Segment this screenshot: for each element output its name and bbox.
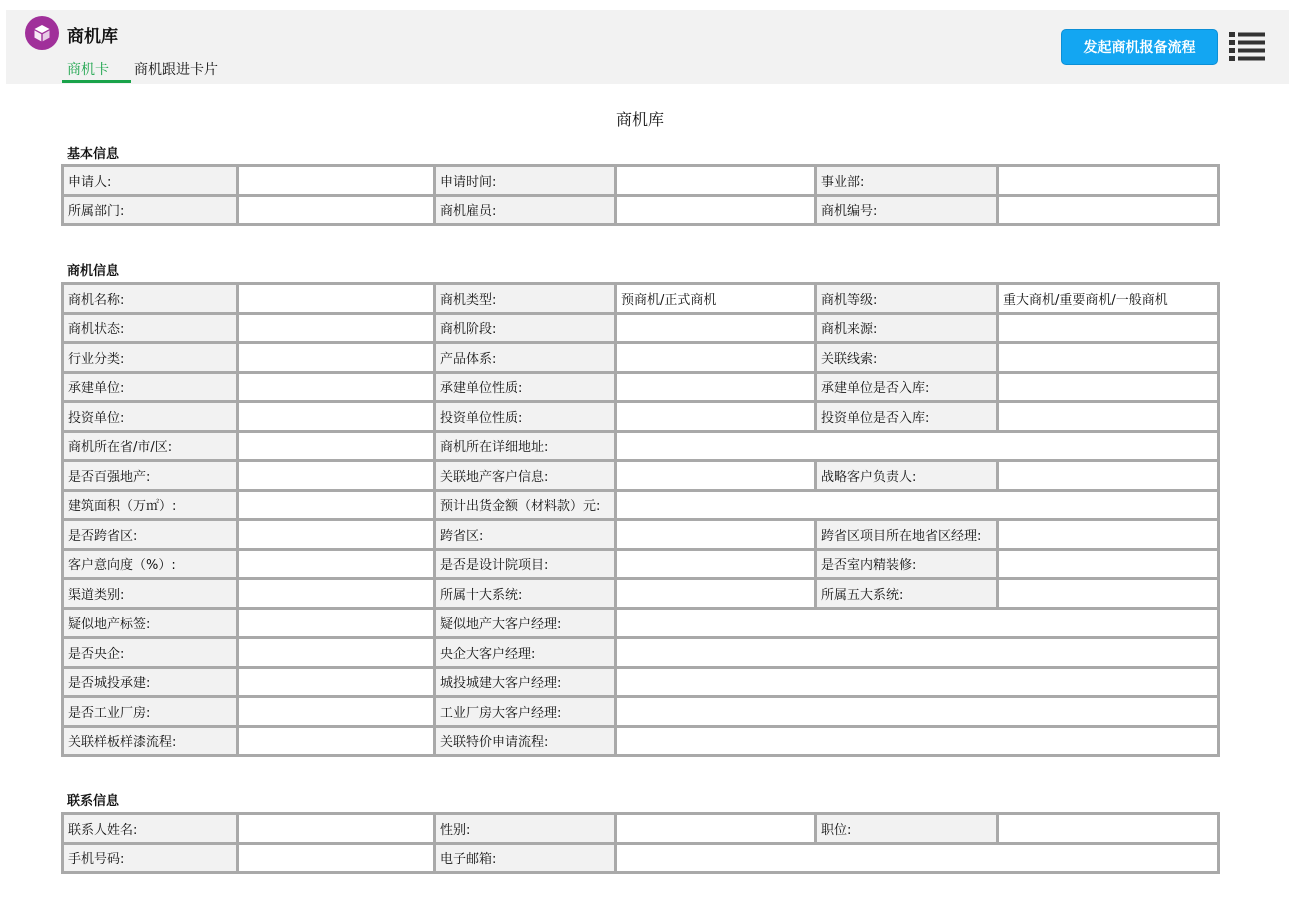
field-value[interactable] <box>238 431 435 461</box>
contact-info-table <box>61 812 1220 874</box>
form-row <box>63 195 1219 225</box>
basic-info-table <box>61 164 1220 226</box>
field-value[interactable] <box>998 166 1219 196</box>
field-value[interactable] <box>238 166 435 196</box>
cube-icon <box>32 23 52 43</box>
field-label: 商机雇员: <box>435 195 616 225</box>
field-label: 申请时间: <box>435 166 616 196</box>
field-value[interactable] <box>998 520 1219 550</box>
field-value[interactable] <box>998 195 1219 225</box>
form-row <box>63 372 1219 402</box>
form-row <box>63 726 1219 756</box>
field-label: 职位: <box>816 814 998 844</box>
field-label: 关联特价申请流程: <box>435 726 616 756</box>
field-value[interactable] <box>238 814 435 844</box>
field-label: 商机阶段: <box>435 313 616 343</box>
form-row <box>63 343 1219 373</box>
field-value[interactable] <box>238 284 435 314</box>
opportunity-info-table <box>61 282 1220 757</box>
field-value[interactable] <box>998 313 1219 343</box>
field-label: 战略客户负责人: <box>816 461 998 491</box>
field-label: 申请人: <box>63 166 238 196</box>
field-value[interactable] <box>616 697 1219 727</box>
field-label: 关联样板样漆流程: <box>63 726 238 756</box>
field-label: 商机等级: <box>816 284 998 314</box>
field-value[interactable] <box>616 313 816 343</box>
field-value[interactable] <box>238 579 435 609</box>
field-label: 行业分类: <box>63 343 238 373</box>
section-title-opportunity-info: 商机信息 <box>67 264 120 279</box>
field-label: 是否城投承建: <box>63 667 238 697</box>
field-label: 投资单位性质: <box>435 402 616 432</box>
field-label: 商机状态: <box>63 313 238 343</box>
field-label: 跨省区项目所在地省区经理: <box>816 520 998 550</box>
field-value[interactable] <box>238 697 435 727</box>
field-label: 联系人姓名: <box>63 814 238 844</box>
field-label: 所属部门: <box>63 195 238 225</box>
field-value[interactable] <box>616 520 816 550</box>
field-label: 客户意向度（%）: <box>63 549 238 579</box>
form-row <box>63 520 1219 550</box>
form-row <box>63 697 1219 727</box>
field-label: 商机来源: <box>816 313 998 343</box>
field-label: 产品体系: <box>435 343 616 373</box>
field-label: 渠道类别: <box>63 579 238 609</box>
field-value[interactable] <box>238 490 435 520</box>
field-label: 商机名称: <box>63 284 238 314</box>
field-value[interactable] <box>616 461 816 491</box>
field-label: 商机编号: <box>816 195 998 225</box>
field-value[interactable] <box>616 638 1219 668</box>
field-label: 建筑面积（万㎡）: <box>63 490 238 520</box>
field-value[interactable] <box>616 814 816 844</box>
field-value[interactable]: 预商机/正式商机 <box>616 284 816 314</box>
form-row <box>63 166 1219 196</box>
app-title: 商机库 <box>67 27 118 47</box>
field-label: 商机类型: <box>435 284 616 314</box>
field-value[interactable] <box>998 372 1219 402</box>
field-value[interactable] <box>616 579 816 609</box>
field-value[interactable] <box>238 195 435 225</box>
field-label: 手机号码: <box>63 843 238 873</box>
field-value[interactable] <box>616 431 1219 461</box>
field-value[interactable] <box>616 343 816 373</box>
field-label: 商机所在省/市/区: <box>63 431 238 461</box>
list-menu-icon[interactable] <box>1229 31 1265 61</box>
field-label: 是否室内精装修: <box>816 549 998 579</box>
form-row <box>63 313 1219 343</box>
field-label: 电子邮箱: <box>435 843 616 873</box>
form-row <box>63 814 1219 844</box>
field-value[interactable] <box>616 372 816 402</box>
form-row <box>63 284 1219 314</box>
field-label: 关联地产客户信息: <box>435 461 616 491</box>
section-title-contact-info: 联系信息 <box>67 794 120 809</box>
field-value[interactable] <box>616 166 816 196</box>
field-label: 是否跨省区: <box>63 520 238 550</box>
field-value[interactable] <box>616 195 816 225</box>
field-label: 承建单位是否入库: <box>816 372 998 402</box>
field-value[interactable] <box>238 549 435 579</box>
field-value[interactable] <box>616 608 1219 638</box>
field-label: 投资单位: <box>63 402 238 432</box>
field-label: 是否央企: <box>63 638 238 668</box>
field-value[interactable] <box>238 638 435 668</box>
field-value[interactable] <box>998 343 1219 373</box>
field-value[interactable] <box>616 843 1219 873</box>
field-value[interactable] <box>616 726 1219 756</box>
field-value[interactable] <box>238 343 435 373</box>
field-value[interactable] <box>238 843 435 873</box>
field-value[interactable] <box>998 549 1219 579</box>
form-row <box>63 638 1219 668</box>
field-value[interactable] <box>998 402 1219 432</box>
tab-follow-up-card[interactable]: 商机跟进卡片 <box>134 62 218 78</box>
field-value[interactable] <box>238 372 435 402</box>
field-label: 跨省区: <box>435 520 616 550</box>
field-label: 是否百强地产: <box>63 461 238 491</box>
field-value[interactable] <box>238 520 435 550</box>
field-value[interactable] <box>616 667 1219 697</box>
form-row <box>63 431 1219 461</box>
field-label: 工业厂房大客户经理: <box>435 697 616 727</box>
field-value[interactable] <box>238 461 435 491</box>
field-value[interactable] <box>616 402 816 432</box>
form-row <box>63 579 1219 609</box>
form-row <box>63 608 1219 638</box>
field-label: 城投城建大客户经理: <box>435 667 616 697</box>
field-label: 央企大客户经理: <box>435 638 616 668</box>
field-value[interactable] <box>998 461 1219 491</box>
app-logo <box>25 16 59 50</box>
field-value[interactable] <box>238 726 435 756</box>
field-label: 商机所在详细地址: <box>435 431 616 461</box>
field-label: 是否工业厂房: <box>63 697 238 727</box>
field-value[interactable] <box>238 313 435 343</box>
field-label: 关联线索: <box>816 343 998 373</box>
section-title-basic-info: 基本信息 <box>67 147 120 162</box>
field-value[interactable] <box>998 814 1219 844</box>
field-value[interactable] <box>616 549 816 579</box>
field-value[interactable] <box>238 402 435 432</box>
field-value[interactable] <box>616 490 1219 520</box>
field-label: 所属五大系统: <box>816 579 998 609</box>
field-label: 承建单位性质: <box>435 372 616 402</box>
form-row <box>63 549 1219 579</box>
form-row <box>63 843 1219 873</box>
page-title: 商机库 <box>615 110 664 129</box>
field-label: 事业部: <box>816 166 998 196</box>
field-value[interactable]: 重大商机/重要商机/一般商机 <box>998 284 1219 314</box>
field-label: 性别: <box>435 814 616 844</box>
field-label: 预计出货金额（材料款）元: <box>435 490 616 520</box>
form-row <box>63 461 1219 491</box>
top-bar <box>6 10 1289 84</box>
tab-opportunity-card[interactable]: 商机卡 <box>67 59 125 79</box>
form-row <box>63 402 1219 432</box>
field-label: 所属十大系统: <box>435 579 616 609</box>
field-label: 承建单位: <box>63 372 238 402</box>
field-value[interactable] <box>238 667 435 697</box>
field-value[interactable] <box>998 579 1219 609</box>
field-label: 是否是设计院项目: <box>435 549 616 579</box>
field-label: 投资单位是否入库: <box>816 402 998 432</box>
form-row <box>63 667 1219 697</box>
field-label: 疑似地产标签: <box>63 608 238 638</box>
field-label: 疑似地产大客户经理: <box>435 608 616 638</box>
field-value[interactable] <box>238 608 435 638</box>
form-row <box>63 490 1219 520</box>
start-report-process-button[interactable]: 发起商机报备流程 <box>1061 29 1218 65</box>
